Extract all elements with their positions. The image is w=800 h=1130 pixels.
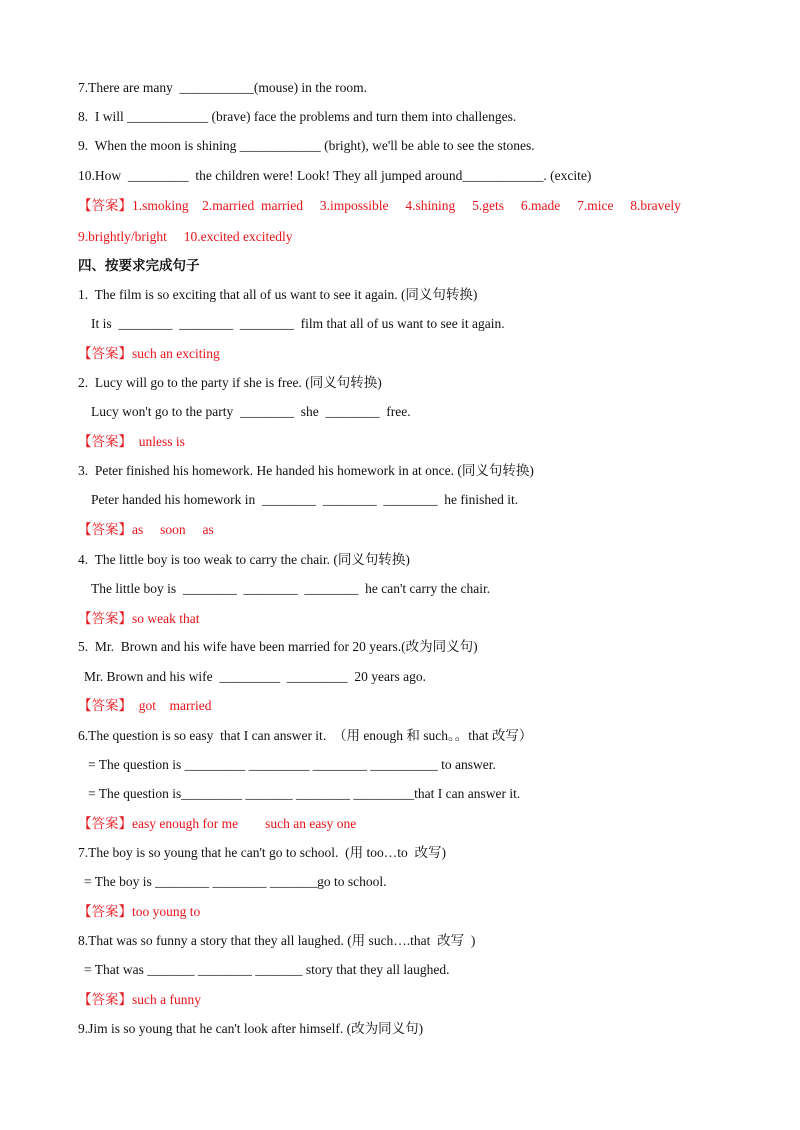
- question-1-blank-line: It is ________ ________ ________ film that all of us want to see it again.: [91, 316, 505, 331]
- question-2-blank-line: Lucy won't go to the party ________ she ________ free.: [91, 404, 411, 419]
- section-heading: 四、按要求完成句子: [78, 258, 200, 274]
- answer-1: 【答案】such an exciting: [78, 346, 220, 361]
- question-5: 5. Mr. Brown and his wife have been married for 20 years.(改为同义句): [78, 639, 478, 654]
- answer-5: 【答案】 got married: [78, 698, 212, 713]
- question-line-10-excite: 10.How _________ the children were! Look! They all jumped around____________. (excite): [78, 168, 592, 183]
- question-6: 6.The question is so easy that I can answer it. （用 enough 和 such。。that 改写）: [78, 728, 533, 743]
- question-4: 4. The little boy is too weak to carry the chair. (同义句转换): [78, 552, 410, 567]
- question-3: 3. Peter finished his homework. He handed his homework in at once. (同义句转换): [78, 463, 534, 478]
- question-9: 9.Jim is so young that he can't look after himself. (改为同义句): [78, 1021, 424, 1036]
- question-8: 8.That was so funny a story that they all laughed. (用 such….that 改写 ): [78, 933, 476, 948]
- answer-8: 【答案】such a funny: [78, 992, 201, 1007]
- answer-3: 【答案】as soon as: [78, 522, 214, 537]
- answer-6: 【答案】easy enough for me such an easy one: [78, 816, 357, 831]
- answer-4: 【答案】so weak that: [78, 611, 200, 626]
- question-line-9-bright: 9. When the moon is shining ____________ (bright), we'll be able to see the stones.: [78, 138, 535, 153]
- question-6-blank-line-b: = The question is_________ _______ ________ _________that I can answer it.: [88, 786, 521, 801]
- answer-line: 【答案】1.smoking 2.married married 3.impossible 4.shining 5.gets 6.made 7.mice 8.bravely: [78, 198, 681, 213]
- question-4-blank-line: The little boy is ________ ________ ________ he can't carry the chair.: [91, 581, 491, 596]
- question-7-blank-line: = The boy is ________ ________ _______go to school.: [84, 874, 387, 889]
- question-3-blank-line: Peter handed his homework in ________ ________ ________ he finished it.: [91, 492, 519, 507]
- answer-7: 【答案】too young to: [78, 904, 201, 919]
- answer-line-continued: 9.brightly/bright 10.excited excitedly: [78, 229, 293, 244]
- question-2: 2. Lucy will go to the party if she is free. (同义句转换): [78, 375, 382, 390]
- question-6-blank-line-a: = The question is _________ _________ ________ __________ to answer.: [88, 757, 496, 772]
- question-5-blank-line: Mr. Brown and his wife _________ _________ 20 years ago.: [84, 669, 426, 684]
- question-7: 7.The boy is so young that he can't go to school. (用 too…to 改写): [78, 845, 447, 860]
- question-line-7-mouse: 7.There are many ___________(mouse) in the room.: [78, 80, 368, 95]
- question-1: 1. The film is so exciting that all of us want to see it again. (同义句转换): [78, 287, 478, 302]
- question-8-blank-line: = That was _______ ________ _______ story that they all laughed.: [84, 962, 450, 977]
- answer-2: 【答案】 unless is: [78, 434, 185, 449]
- question-line-8-brave: 8. I will ____________ (brave) face the problems and turn them into challenges.: [78, 109, 517, 124]
